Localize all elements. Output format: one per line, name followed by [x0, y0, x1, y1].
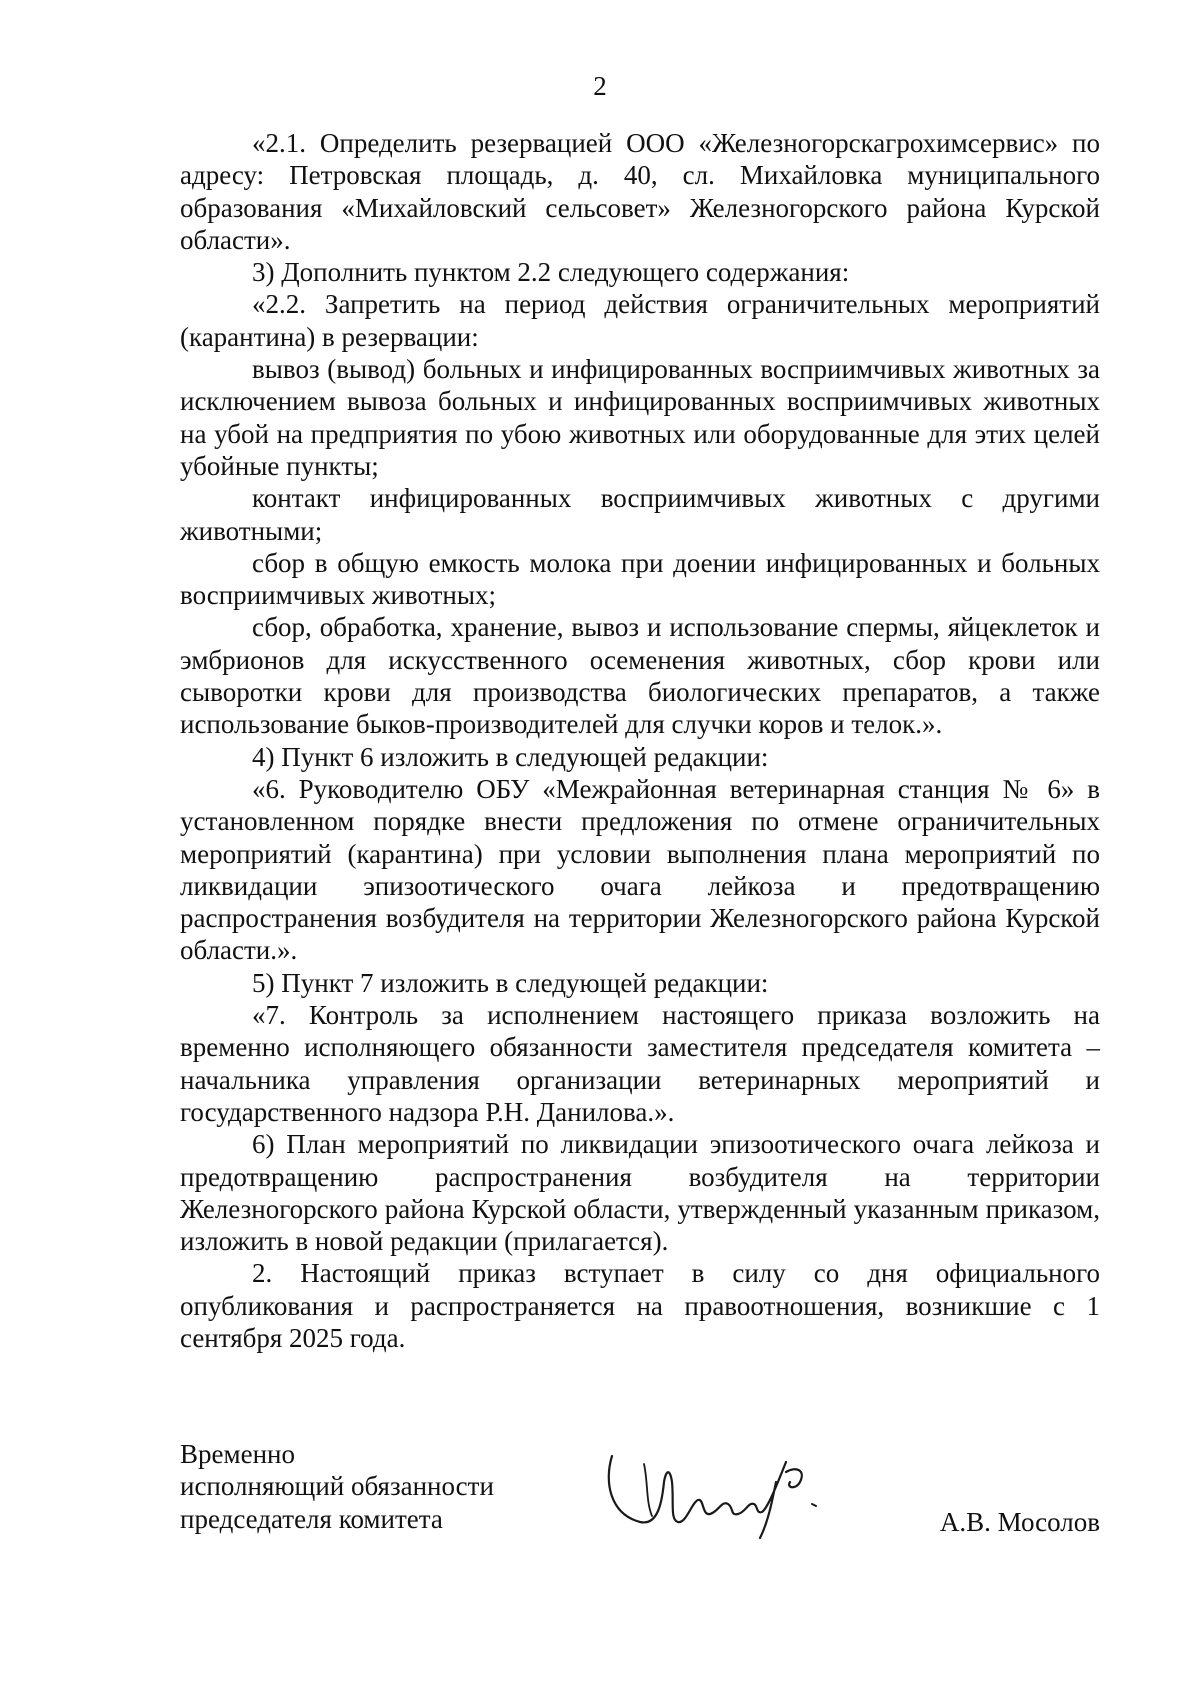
page-number: 2: [593, 71, 607, 101]
paragraph-ban-contact: контакт инфицированных восприимчивых животных с другими животными;: [180, 483, 1100, 546]
paragraph-2-2: «2.2. Запретить на период действия ограничительных мероприятий (карантина) в резервации:: [180, 289, 1100, 352]
signatory-title-line: исполняющий обязанности: [180, 1471, 494, 1502]
paragraph-6: «6. Руководителю ОБУ «Межрайонная ветеринарная станция № 6» в установленном порядке внести предложения по отмене ограничительных мероприятий (карантина) при условии выполнения плана мероприятий по ликвидации эпизоотического очага лейкоза и предотвращению распространения возбудителя на территории Железногорского района Курской области.».: [180, 773, 1100, 966]
paragraph-7: «7. Контроль за исполнением настоящего приказа возложить на временно исполняющего обязанности заместителя председателя комитета – начальника управления организации ветеринарных мероприятий и государственного надзора Р.Н. Данилова.».: [180, 1000, 1100, 1127]
paragraph-item-5: 5) Пункт 7 изложить в следующей редакции:: [252, 967, 769, 998]
signatory-name: А.В. Мосолов: [939, 1507, 1100, 1537]
document-body: [180, 127, 1100, 1354]
signature-block: [180, 1438, 1100, 1548]
paragraph-item-3: 3) Дополнить пунктом 2.2 следующего содержания:: [252, 257, 850, 288]
paragraph-2-1: «2.1. Определить резервацией ООО «Железногорскагрохимсервис» по адресу: Петровская площадь, д. 40, сл. Михайловка муниципального образования «Михайловский сельсовет» Железногорского района Курской области».: [180, 128, 1100, 255]
paragraph-ban-removal: вывоз (вывод) больных и инфицированных восприимчивых животных за исключением вывоза больных и инфицированных восприимчивых животных на убой на предприятия по убою животных или оборудованные для этих целей убойные пункты;: [180, 354, 1100, 481]
paragraph-ban-semen: сбор, обработка, хранение, вывоз и использование спермы, яйцеклеток и эмбрионов для искусственного осеменения животных, сбор крови или сыворотки крови для производства биологических препаратов, а также использование быков-производителей для случки коров и телок.».: [180, 612, 1100, 740]
signatory-title-line: председателя комитета: [180, 1503, 443, 1534]
paragraph-effective-date: 2. Настоящий приказ вступает в силу со дня официального опубликования и распространяется на правоотношения, возникшие с 1 сентября 2025 года.: [180, 1258, 1100, 1353]
paragraph-ban-milk: сбор в общую емкость молока при доении инфицированных и больных восприимчивых животных;: [180, 547, 1100, 611]
paragraph-item-6: 6) План мероприятий по ликвидации эпизоотического очага лейкоза и предотвращению распространения возбудителя на территории Железногорского района Курской области, утвержденный указанным приказом, изложить в новой редакции (прилагается).: [180, 1129, 1100, 1257]
handwritten-signature: [600, 1442, 860, 1542]
signatory-title-line: Временно: [180, 1439, 295, 1469]
paragraph-item-4: 4) Пункт 6 изложить в следующей редакции:: [252, 741, 769, 772]
signatory-title: [180, 1438, 494, 1535]
